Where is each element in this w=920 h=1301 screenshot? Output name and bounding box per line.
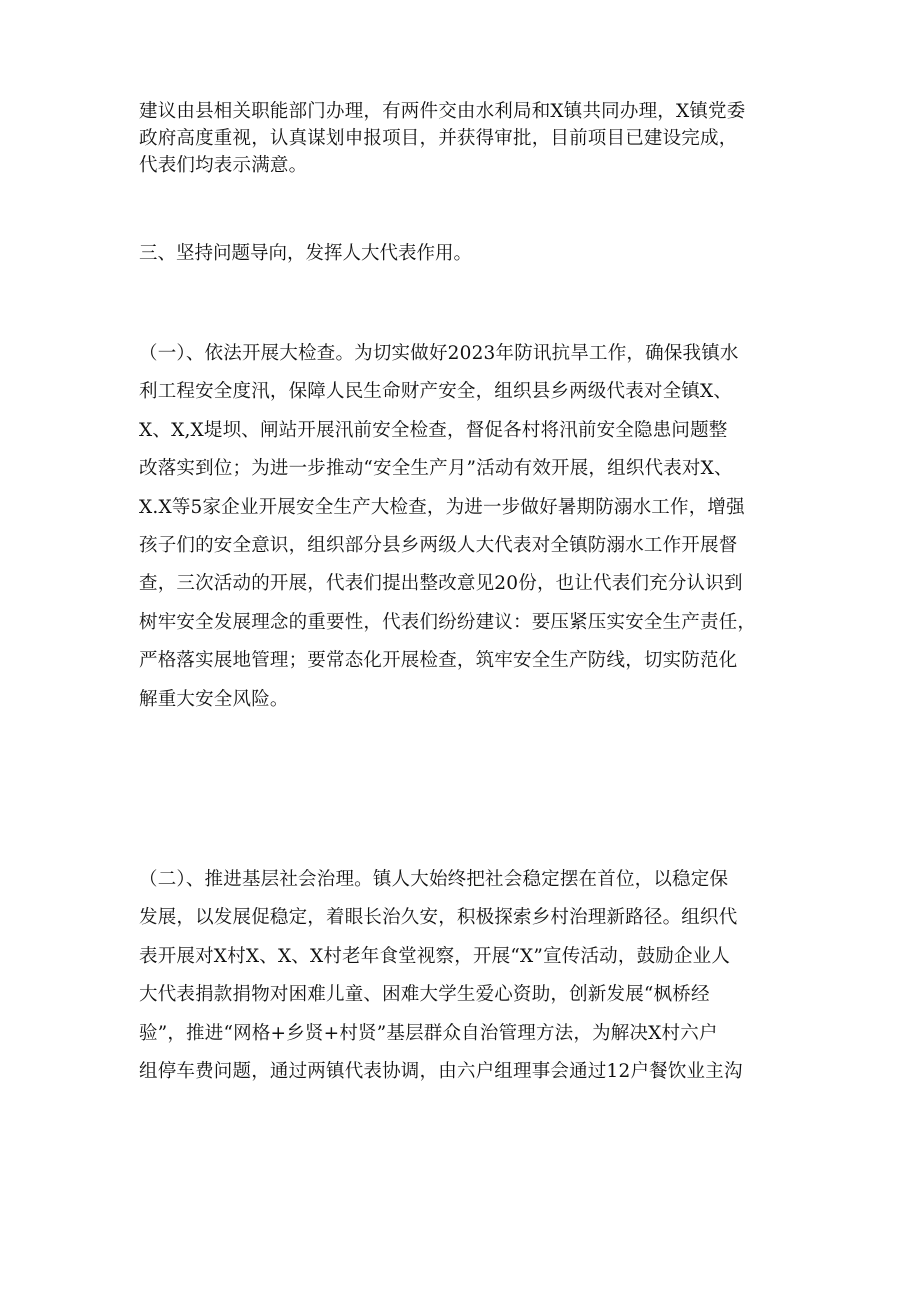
text-line: 改落实到位；为进一步推动“安全生产月”活动有效开展，组织代表对X、 xyxy=(139,458,733,480)
text-line: 大代表捐款捐物对困难儿童、困难大学生爱心资助，创新发展“枫桥经 xyxy=(139,984,710,1006)
text-line: 利工程安全度汛，保障人民生命财产安全，组织县乡两级代表对全镇X、 xyxy=(139,381,733,403)
section-heading: 三、坚持问题导向，发挥人大代表作用。 xyxy=(139,243,473,264)
paragraph-governance xyxy=(139,861,787,1091)
text-line: 政府高度重视，认真谋划申报项目，并获得审批，目前项目已建设完成， xyxy=(139,128,738,149)
text-line: 严格落实展地管理；要常态化开展检查，筑牢安全生产防线，切实防范化 xyxy=(139,650,738,672)
text-line: （一）、依法开展大检查。为切实做好2023年防讯抗旱工作，确保我镇水 xyxy=(139,343,739,364)
paragraph-inspection xyxy=(139,335,787,719)
text-line: （二）、推进基层社会治理。镇人大始终把社会稳定摆在首位，以稳定保 xyxy=(139,869,729,890)
text-line: X、X,X堤坝、闸站开展汛前安全检查，督促各村将汛前安全隐患问题整 xyxy=(139,419,728,441)
text-line: X.X等5家企业开展安全生产大检查，为进一步做好暑期防溺水工作，增强 xyxy=(139,496,745,518)
text-line: 孩子们的安全意识，组织部分县乡两级人大代表对全镇防溺水工作开展督 xyxy=(139,535,738,557)
paragraph-continued xyxy=(139,98,787,179)
text-line: 查，三次活动的开展，代表们提出整改意见20份，也让代表们充分认识到 xyxy=(139,573,743,595)
text-line: 树牢安全发展理念的重要性，代表们纷纷建议：要压紧压实安全生产责任， xyxy=(139,611,757,633)
text-line: 组停车费问题，通过两镇代表协调，由六户组理事会通过12户餐饮业主沟 xyxy=(139,1061,743,1083)
text-line: 表开展对X村X、X、X村老年食堂视察，开展“X”宣传活动，鼓励企业人 xyxy=(139,945,731,967)
text-line: 代表们均表示满意。 xyxy=(139,155,308,176)
text-line: 建议由县相关职能部门办理，有两件交由水利局和X镇共同办理，X镇党委 xyxy=(139,101,746,122)
text-line: 验”，推进“网格+乡贤+村贤”基层群众自治管理方法，为解决X村六户 xyxy=(139,1022,718,1044)
text-line: 解重大安全风险。 xyxy=(139,688,289,710)
text-line: 发展，以发展促稳定，着眼长治久安，积极探索乡村治理新路径。组织代 xyxy=(139,907,738,929)
